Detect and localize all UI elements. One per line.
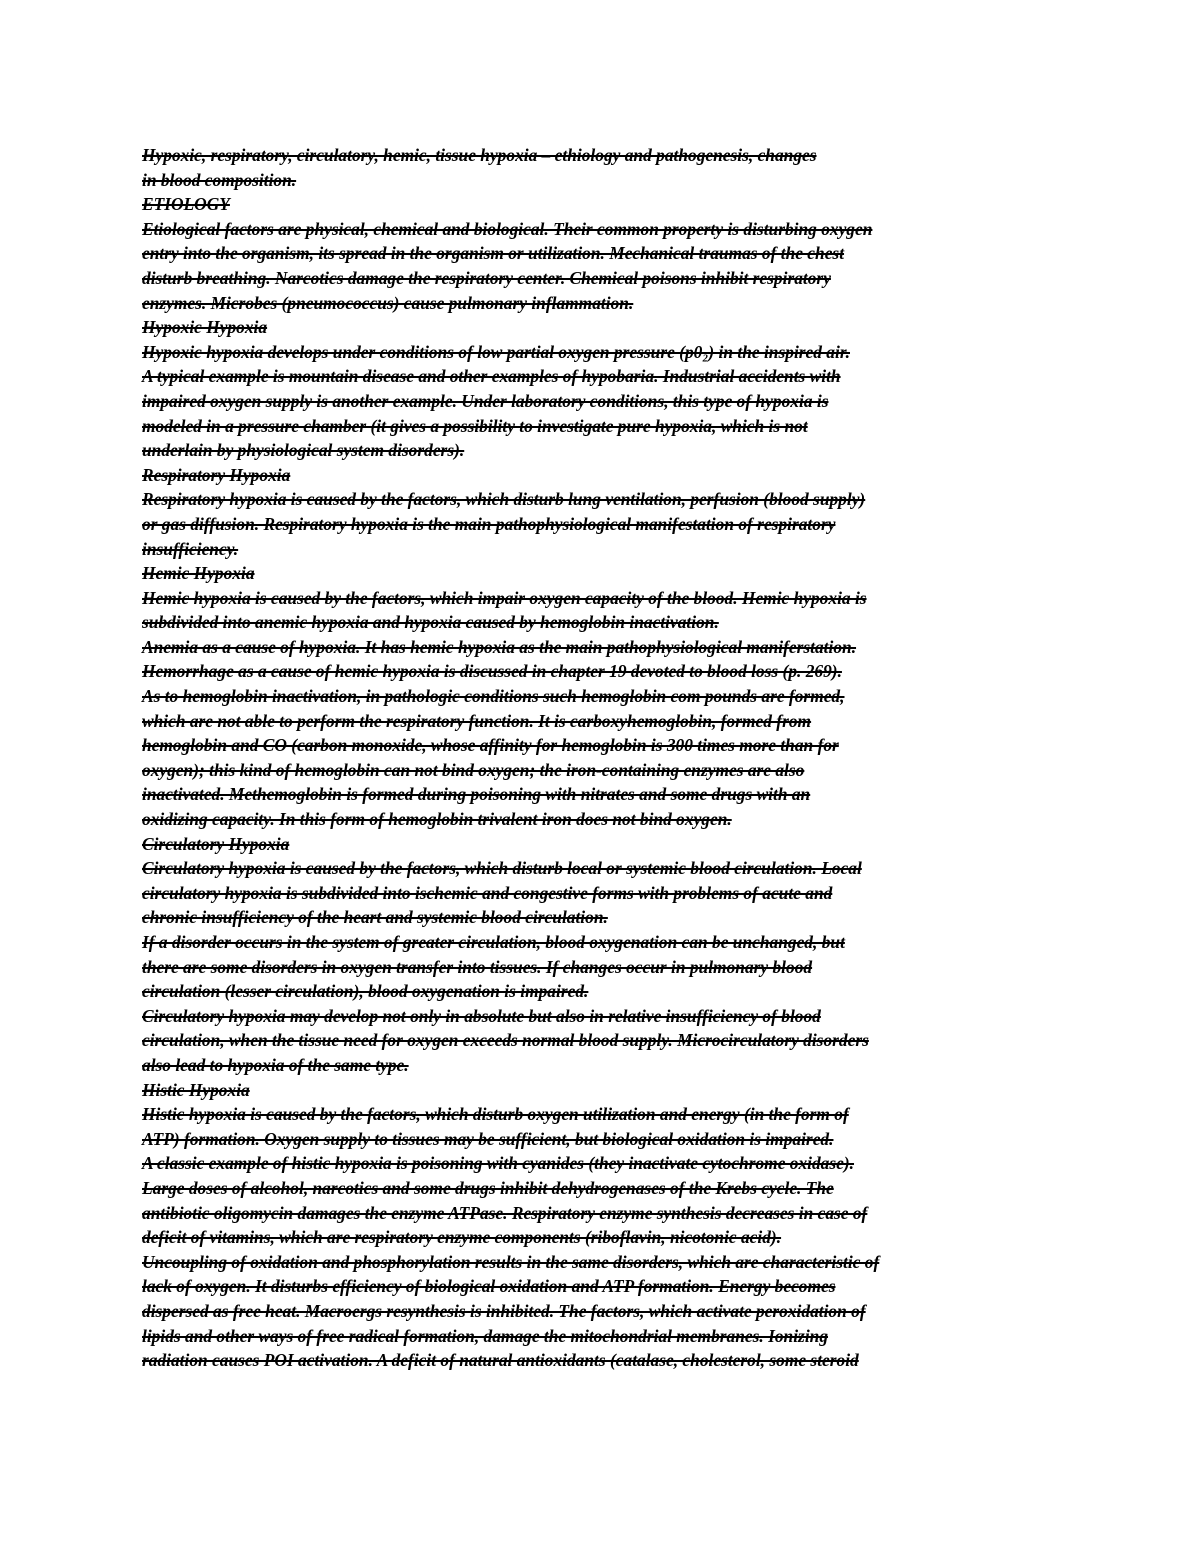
text-line: Etiological factors are physical, chemical and biological. Their common property is disturbing oxygen: [142, 218, 873, 239]
text-line: underlain by physiological system disorders).: [142, 440, 465, 461]
section-heading-respiratory-hypoxia: Respiratory Hypoxia: [142, 464, 291, 485]
text-line: Histic hypoxia is caused by the factors, which disturb oxygen utilization and energy (in the form of: [142, 1104, 849, 1125]
text-line: lack of oxygen. It disturbs efficiency of biological oxidation and ATP formation. Energy becomes: [142, 1276, 836, 1297]
text-line: Anemia as a cause of hypoxia. It has hemic hypoxia as the main pathophysiological maniferstation.: [142, 636, 857, 657]
text-line: also lead to hypoxia of the same type.: [142, 1054, 409, 1075]
text-line: Circulatory hypoxia may develop not only in absolute but also in relative insufficiency of blood: [142, 1005, 821, 1026]
text-line: antibiotic oligomycin damages the enzyme ATPase. Respiratory enzyme synthesis decreases in case of: [142, 1202, 868, 1223]
text-line: Hemorrhage as a cause of hemic hypoxia is discussed in chapter 19 devoted to blood loss (p. 269).: [142, 661, 842, 682]
text-line: A typical example is mountain disease and other examples of hypobaria. Industrial accidents with: [142, 366, 841, 387]
text-line: If a disorder occurs in the system of greater circulation, blood oxygenation can be unchanged, but: [142, 932, 845, 952]
text-line: oxygen); this kind of hemoglobin can not bind oxygen; the iron-containing enzymes are also: [142, 759, 805, 780]
text-line: oxidizing capacity. In this form of hemoglobin trivalent iron does not bind oxygen.: [142, 809, 732, 830]
document-title: Hypoxic, respiratory, circulatory, hemic, tissue hypoxia – ethiology and pathogenesis, changes: [142, 145, 817, 165]
section-heading-histic-hypoxia: Histic Hypoxia: [142, 1079, 250, 1100]
section-heading-hemic-hypoxia: Hemic Hypoxia: [142, 563, 255, 584]
text-line: Respiratory hypoxia is caused by the factors, which disturb lung ventilation, perfusion (blood supply): [142, 489, 866, 510]
text-line: insufficiency.: [142, 538, 239, 559]
text-line: A classic example of histic hypoxia is poisoning with cyanides (they inactivate cytochrome oxidase).: [142, 1153, 855, 1174]
text-line: circulation, when the tissue need for oxygen exceeds normal blood supply. Microcirculatory disorders: [142, 1030, 869, 1051]
section-heading-circulatory-hypoxia: Circulatory Hypoxia: [142, 833, 290, 854]
text-line: As to hemoglobin inactivation, in pathologic conditions such hemoglobin com pounds are formed,: [142, 686, 845, 707]
text-line: disturb breathing. Narcotics damage the respiratory center. Chemical poisons inhibit respiratory: [142, 267, 831, 288]
text-line: lipids and other ways of free radical formation, damage the mitochondrial membranes. Ionizing: [142, 1325, 829, 1346]
text-line: circulatory hypoxia is subdivided into ischemic and congestive forms with problems of acute and: [142, 882, 833, 903]
text-line: Large doses of alcohol, narcotics and some drugs inhibit dehydrogenases of the Krebs cycle. The: [142, 1177, 834, 1198]
text-line: which are not able to perform the respiratory function. It is carboxyhemoglobin, formed from: [142, 710, 812, 731]
text-line: subdivided into anemic hypoxia and hypoxia caused by hemoglobin inactivation.: [142, 612, 719, 633]
text-line: entry into the organism, its spread in the organism or utilization. Mechanical traumas of the chest: [142, 243, 845, 264]
text-line: inactivated. Methemoglobin is formed during poisoning with nitrates and some drugs with an: [142, 784, 811, 805]
document-body: [142, 143, 1067, 1373]
text-line: radiation causes POI activation. A deficit of natural antioxidants (catalase, cholesterol, some steroid: [142, 1350, 859, 1371]
document-title-continued: in blood composition.: [142, 169, 297, 190]
text-line: Hypoxic hypoxia develops under conditions of low partial oxygen pressure (p0₂) in the inspired air.: [142, 341, 850, 362]
text-line: hemoglobin and CO (carbon monoxide, whose affinity for hemoglobin is 300 times more than for: [142, 735, 839, 756]
text-line: Hemic hypoxia is caused by the factors, which impair oxygen capacity of the blood. Hemic hypoxia is: [142, 587, 867, 608]
text-line: dispersed as free heat. Macroergs resynthesis is inhibited. The factors, which activate peroxidation of: [142, 1300, 866, 1321]
text-line: Circulatory hypoxia is caused by the factors, which disturb local or systemic blood circulation. Local: [142, 858, 862, 879]
text-line: or gas diffusion. Respiratory hypoxia is the main pathophysiological manifestation of respiratory: [142, 513, 836, 534]
text-line: impaired oxygen supply is another example. Under laboratory conditions, this type of hypoxia is: [142, 390, 829, 411]
text-line: circulation (lesser circulation), blood oxygenation is impaired.: [142, 981, 589, 1002]
section-heading-etiology: ETIOLOGY: [142, 194, 230, 215]
text-line: modeled in a pressure chamber (it gives a possibility to investigate pure hypoxia, which is not: [142, 415, 808, 436]
text-line: enzymes. Microbes (pneumococcus) cause pulmonary inflammation.: [142, 292, 634, 313]
text-line: ATP) formation. Oxygen supply to tissues may be sufficient, but biological oxidation is impaired.: [142, 1128, 834, 1149]
text-line: deficit of vitamins, which are respiratory enzyme components (riboflavin, nicotonic acid).: [142, 1227, 782, 1248]
section-heading-hypoxic-hypoxia: Hypoxic Hypoxia: [142, 317, 268, 338]
text-line: there are some disorders in oxygen transfer into tissues. If changes occur in pulmonary blood: [142, 956, 813, 977]
text-line: chronic insufficiency of the heart and systemic blood circulation.: [142, 907, 608, 928]
text-line: Uncoupling of oxidation and phosphorylation results in the same disorders, which are characteristic of: [142, 1251, 880, 1272]
